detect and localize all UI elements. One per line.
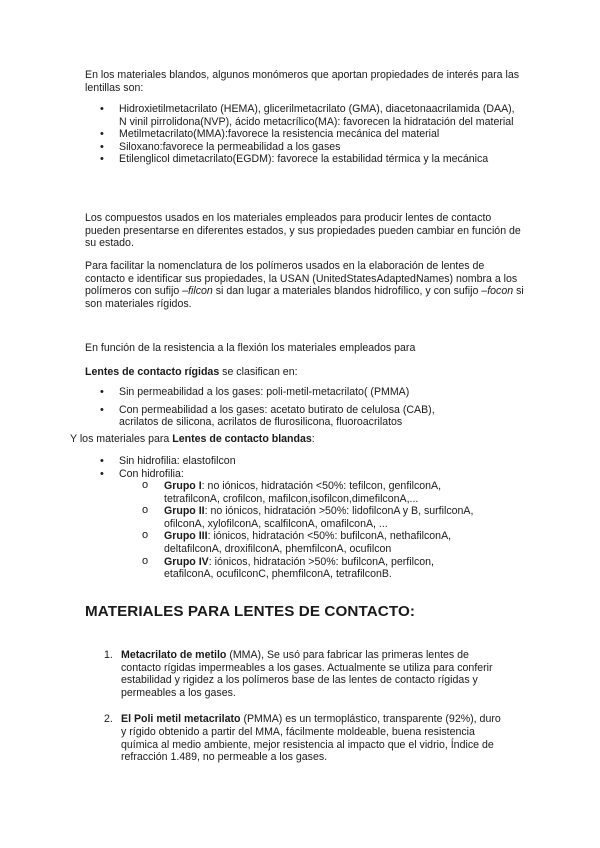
- intro-blandos: En los materiales blandos, algunos monómeros que aportan propiedades de interés para las lentillas son:: [85, 69, 520, 94]
- flexion-intro: En función de la resistencia a la flexión los materiales empleados para: [85, 342, 416, 354]
- list-item: 1. Metacrilato de metilo (MMA), Se usó para fabricar las primeras lentes de contacto rígidas impermeables a los gases. Actualmente se utiliza para conferir estabilidad y rigidez a los polímeros base de las lentes de contacto rígidas y permeables a los gases.: [104, 649, 493, 699]
- paragraph-compuestos: Los compuestos usados en los materiales empleados para producir lentes de contacto pueden presentarse en diferentes estados, y sus propiedades pueden cambiar en función de su estado.: [85, 212, 521, 250]
- list-item: • Siloxano:favorece la permeabilidad a los gases: [85, 141, 515, 154]
- section-heading: MATERIALES PARA LENTES DE CONTACTO:: [85, 603, 416, 620]
- materiales-list: [104, 649, 504, 764]
- suffix-focon: focon: [487, 285, 514, 298]
- blandas-list: [85, 455, 515, 480]
- blandas-heading: Y los materiales para Lentes de contacto blandas:: [70, 433, 315, 445]
- suffix-filcon: filcon: [188, 285, 213, 298]
- list-item: • Metilmetacrilato(MMA):favorece la resistencia mecánica del material: [85, 128, 515, 141]
- list-item: • Sin permeabilidad a los gases: poli-metil-metacrilato( (PMMA): [85, 386, 515, 399]
- list-item: 2. El Poli metil metacrilato (PMMA) es un termoplástico, transparente (92%), duro y rígido obtenido a partir del MMA, fácilmente moldeable, buena resistencia química al medio ambiente, mejor resistencia al impacto que el vidrio, Índice de refracción 1.489, no permeable a los gases.: [104, 713, 501, 764]
- paragraph-nomenclatura: Para facilitar la nomenclatura de los polímeros usados en la elaboración de lentes de contacto e identificar sus propiedades, la USAN (UnitedStatesAdaptedNames) nombra a los polímeros con sufijo –filcon si dan lugar a materiales blandos hidrofílico, y con sufijo –focon si son materiales rígidos.: [85, 260, 524, 310]
- list-item: • Con permeabilidad a los gases: acetato butirato de celulosa (CAB), acrilatos de silicona, acrilatos de flurosilicona, fluoroacrilatos: [85, 404, 515, 429]
- list-item: • Hidroxietilmetacrilato (HEMA), glicerilmetacrilato (GMA), diacetonaacrilamida (DAA), N vinil pirrolidona(NVP), ácido metacrílico(MA): favorecen la hidratación del material: [85, 103, 515, 128]
- rigidas-list: [85, 386, 515, 429]
- rigidas-heading: Lentes de contacto rígidas se clasifican en:: [85, 366, 298, 378]
- grupo-item: o Grupo I: no iónicos, hidratación <50%: tefilcon, genfilconA, tetrafilconA, crofilcon, mafilcon,isofilcon,dimefilconA,...: [125, 480, 485, 505]
- grupo-item: o Grupo IV: iónicos, hidratación >50%: bufilconA, perfilcon, etafilconA, ocufilconC, phemfilconA, tetrafilconB.: [125, 556, 485, 581]
- list-item: • Sin hidrofilia: elastofilcon: [85, 455, 515, 468]
- monomeros-list: [85, 103, 515, 166]
- grupo-item: o Grupo III: iónicos, hidratación <50%: bufilconA, nethafilconA, deltafilconA, droxifilconA, phemfilconA, ocufilcon: [125, 530, 485, 555]
- list-item: • Etilenglicol dimetacrilato(EGDM): favorece la estabilidad térmica y la mecánica: [85, 153, 515, 166]
- list-item: • Con hidrofilia:: [85, 468, 515, 481]
- grupos-list: [125, 480, 485, 581]
- grupo-item: o Grupo II: no iónicos, hidratación >50%: lidofilconA y B, surfilconA, ofilconA, xylofilconA, scalfilconA, omafilconA, ...: [125, 505, 485, 530]
